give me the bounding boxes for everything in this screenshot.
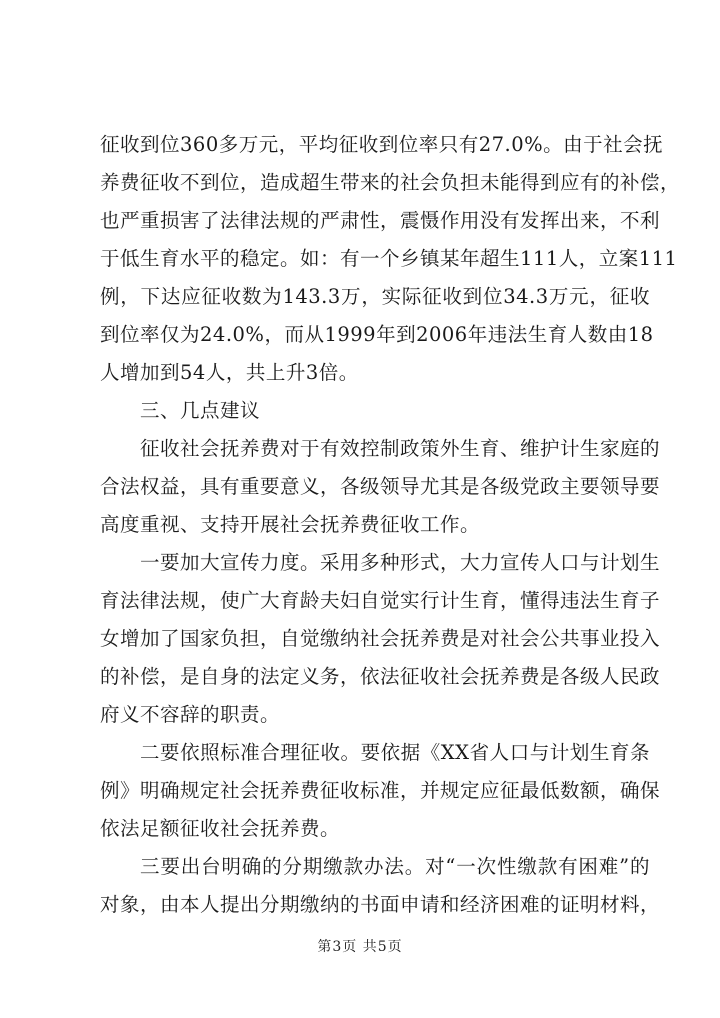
text-line: 对象，由本人提出分期缴纳的书面申请和经济困难的证明材料， xyxy=(100,893,661,916)
text-line: 征收社会抚养费对于有效控制政策外生育、维护计生家庭的 xyxy=(140,437,661,460)
text-line: 的补偿，是自身的法定义务，依法征收社会抚养费是各级人民政 xyxy=(100,665,661,688)
page-footer: 第3页 共5页 xyxy=(317,939,403,955)
text-line: 也严重损害了法律法规的严肃性，震慑作用没有发挥出来，不利 xyxy=(100,209,661,232)
text-line: 二要依照标准合理征收。要依据《XX省人口与计划生育条 xyxy=(140,741,650,764)
text-line: 养费征收不到位，造成超生带来的社会负担未能得到应有的补偿， xyxy=(100,171,681,194)
text-line: 例》明确规定社会抚养费征收标准，并规定应征最低数额，确保 xyxy=(100,779,661,802)
text-line: 依法足额征收社会抚养费。 xyxy=(100,817,341,840)
text-line: 例，下达应征收数为143.3万，实际征收到位34.3万元，征收 xyxy=(100,285,650,308)
text-line: 高度重视、支持开展社会抚养费征收工作。 xyxy=(100,513,481,536)
text-line: 三、几点建议 xyxy=(140,399,261,422)
text-line: 一要加大宣传力度。采用多种形式，大力宣传人口与计划生 xyxy=(140,551,661,574)
text-line: 合法权益，具有重要意义，各级领导尤其是各级党政主要领导要 xyxy=(100,475,661,498)
text-line: 府义不容辞的职责。 xyxy=(100,703,281,726)
text-line: 女增加了国家负担，自觉缴纳社会抚养费是对社会公共事业投入 xyxy=(100,627,661,650)
text-line: 到位率仅为24.0%，而从1999年到2006年违法生育人数由18 xyxy=(100,323,654,346)
text-line: 征收到位360多万元，平均征收到位率只有27.0%。由于社会抚 xyxy=(100,133,664,156)
text-line: 于低生育水平的稳定。如：有一个乡镇某年超生111人，立案111 xyxy=(100,247,678,270)
text-line: 人增加到54人，共上升3倍。 xyxy=(100,361,359,384)
text-line: 育法律法规，使广大育龄夫妇自觉实行计生育，懂得违法生育子 xyxy=(100,589,661,612)
document-body xyxy=(100,126,681,924)
text-line: 三要出台明确的分期缴款办法。对“一次性缴款有困难”的 xyxy=(140,855,650,878)
